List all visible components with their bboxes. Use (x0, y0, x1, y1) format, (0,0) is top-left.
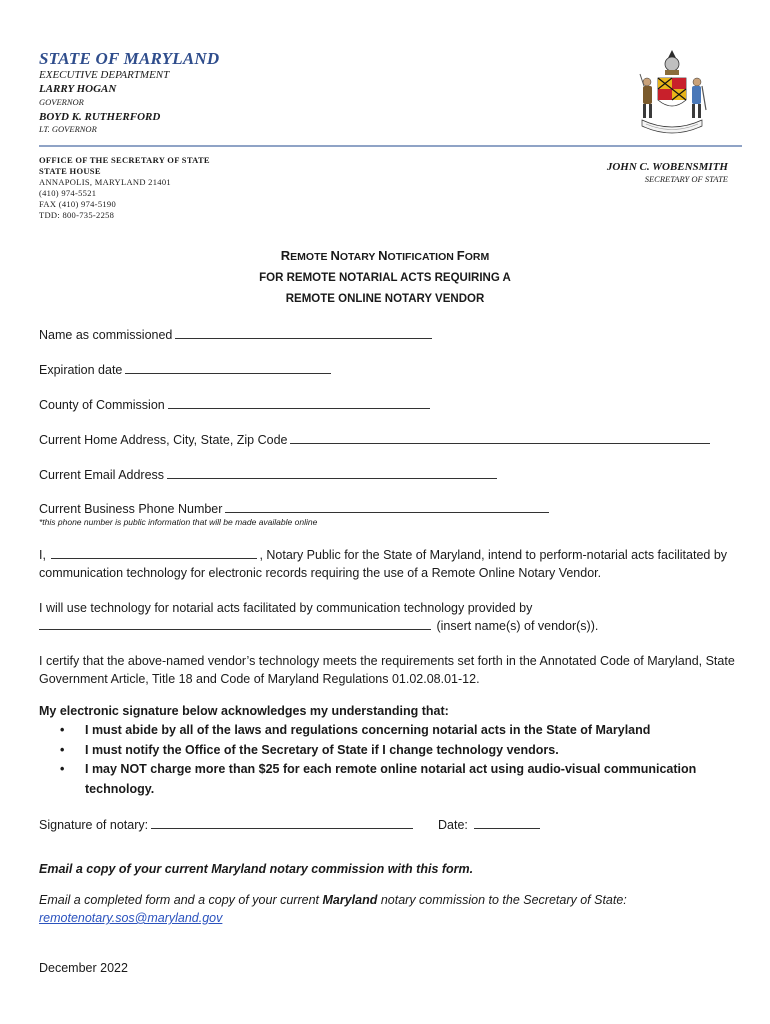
lt-governor-title: LT. GOVERNOR (39, 124, 97, 134)
name-input-line[interactable] (175, 326, 432, 339)
lt-governor-name: BOYD K. RUTHERFORD (39, 111, 161, 123)
state-title: STATE OF MARYLAND (39, 49, 220, 68)
email-commission-note: Email a copy of your current Maryland notary commission with this form. (39, 862, 474, 876)
email-instructions: Email a completed form and a copy of your current Maryland notary commission to the Secretary of State: remotenotary.sos@maryland.gov (39, 893, 627, 925)
phone-note: *this phone number is public information that will be made available online (39, 517, 318, 527)
certify-statement: I certify that the above-named vendor’s technology meets the requirements set forth in the Annotated Code of Maryland, State Government Article, Title 18 and Code of Maryland Regulations 01.02.08.01-12. (39, 654, 735, 686)
expiration-field (39, 361, 331, 377)
technology-statement: I will use technology for notarial acts facilitated by communication technology provided by (insert name(s) of vendor(s)). (39, 601, 599, 633)
date-label: Date: (438, 818, 468, 832)
expiration-label: Expiration date (39, 363, 123, 377)
address-label: Current Home Address, City, State, Zip Code (39, 433, 288, 447)
address-input-line[interactable] (290, 431, 710, 444)
list-item: • I must abide by all of the laws and regulations concerning notarial acts in the State of Maryland (58, 721, 738, 741)
office-tdd: TDD: 800-735-2258 (39, 210, 115, 220)
signature-field (39, 816, 413, 832)
phone-label: Current Business Phone Number (39, 502, 223, 516)
acknowledgement-list (58, 721, 738, 799)
governor-name: LARRY HOGAN (39, 83, 117, 95)
governor-title: GOVERNOR (39, 97, 84, 107)
office-building: STATE HOUSE (39, 166, 101, 176)
phone-field (39, 500, 549, 516)
notary-name-input-line[interactable] (51, 546, 257, 559)
email-label: Current Email Address (39, 468, 165, 482)
maryland-state-seal-icon (632, 48, 712, 140)
name-label: Name as commissioned (39, 328, 173, 342)
email-input-line[interactable] (167, 466, 497, 479)
office-name: OFFICE OF THE SECRETARY OF STATE (39, 155, 210, 165)
date-field (438, 816, 540, 832)
office-phone: (410) 974-5521 (39, 188, 97, 198)
form-title: REMOTE NOTARY NOTIFICATION FORM (280, 248, 490, 263)
intent-statement: I, , Notary Public for the State of Maryland, intend to perform-notarial acts facilitated by communication technology for electronic records requiring the use of a Remote Online Notary Vendor. (39, 548, 728, 580)
date-input-line[interactable] (474, 816, 540, 829)
expiration-input-line[interactable] (125, 361, 331, 374)
acknowledgement-title: My electronic signature below acknowledges my understanding that: (39, 704, 449, 718)
office-city: ANNAPOLIS, MARYLAND 21401 (39, 177, 171, 187)
form-subtitle-2: REMOTE ONLINE NOTARY VENDOR (285, 293, 485, 305)
list-item: • I may NOT charge more than $25 for each remote online notarial act using audio-visual communication technology. (58, 760, 738, 799)
department-label: EXECUTIVE DEPARTMENT (39, 69, 170, 81)
office-address-block (39, 155, 210, 221)
email-field (39, 466, 497, 482)
county-field (39, 396, 430, 412)
county-label: County of Commission (39, 398, 165, 412)
email-link[interactable]: remotenotary.sos@maryland.gov (39, 911, 223, 925)
form-subtitle-1: FOR REMOTE NOTARIAL ACTS REQUIRING A (259, 272, 511, 284)
revision-date: December 2022 (39, 961, 128, 975)
county-input-line[interactable] (168, 396, 430, 409)
list-item: • I must notify the Office of the Secretary of State if I change technology vendors. (58, 741, 738, 761)
header-divider (39, 145, 742, 147)
vendor-input-line[interactable] (39, 617, 431, 630)
name-field (39, 326, 432, 342)
office-fax: FAX (410) 974-5190 (39, 199, 117, 209)
phone-input-line[interactable] (225, 500, 549, 513)
signature-label: Signature of notary: (39, 818, 149, 832)
secretary-name: JOHN C. WOBENSMITH (606, 161, 728, 173)
secretary-title: SECRETARY OF STATE (644, 174, 728, 184)
address-field (39, 431, 710, 447)
signature-input-line[interactable] (151, 816, 413, 829)
